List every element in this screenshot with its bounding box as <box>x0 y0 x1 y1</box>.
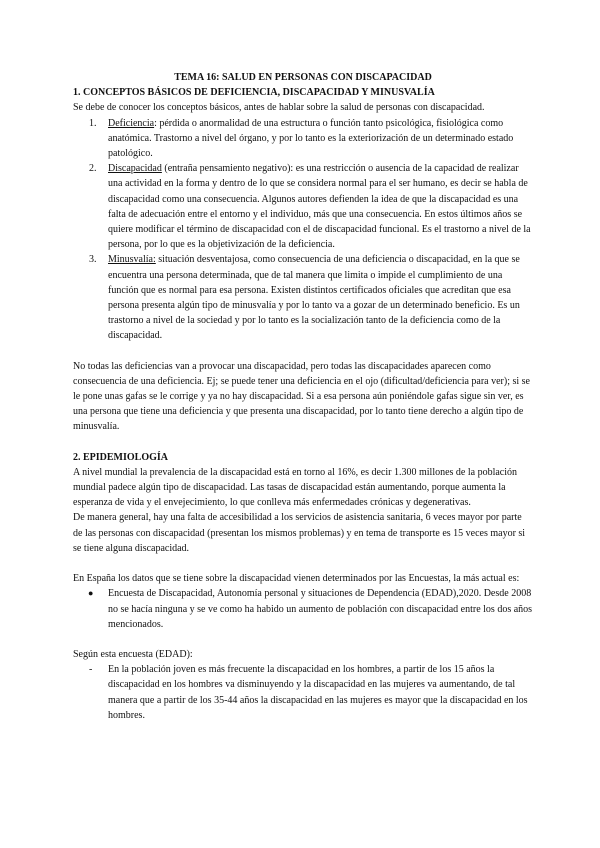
dash-text: En la población joven es más frecuente la discapacidad en los hombres, a partir de los 15 años la discapacidad en los hombres va disminuyendo y la discapacidad en las mujeres va aumentando, de tal manera que a partir de los 35-44 años la discapacidad en las mujeres es mayor que la discapacidad en los hombres. <box>108 664 528 721</box>
list-item <box>73 116 533 162</box>
epidemiology-para-2: De manera general, hay una falta de accesibilidad a los servicios de asistencia sanitaria, 6 veces mayor por parte de las personas con discapacidad (presentan los mismos problemas) y en tema de transporte es 15 veces mayor si se tiene alguna discapacidad. <box>73 512 526 554</box>
definition-text: (entraña pensamiento negativo): es una restricción o ausencia de la capacidad de realizar una actividad en la forma y dentro de lo que se considera normal para el ser humano, es decir se habla de discapacidad como una consecuencia. Algunos autores defienden la idea de que la discapacidad es una falta de adecuación entre el entorno y el individuo, más que una consecuencia. En estos últimos años se quiere modificar el término de discapacidad con el de discapacidad funcional. Es el trastorno a nivel de la persona, por lo que es la objetivización de la deficiencia. <box>108 163 531 251</box>
list-item <box>73 252 533 343</box>
survey-list <box>73 586 533 632</box>
findings-list <box>73 662 533 723</box>
bullet-icon: ● <box>88 588 94 599</box>
dash-icon: - <box>89 664 93 676</box>
document-title: TEMA 16: SALUD EN PERSONAS CON DISCAPACIDAD <box>174 72 432 83</box>
term-deficiencia: Deficiencia <box>108 117 155 129</box>
definition-text: : pérdida o anormalidad de una estructura o función tanto psicológica, fisiológica como anatómica. Trastorno a nivel del órgano, y por lo tanto es la exteriorización de un determinado estado patológico. <box>108 117 514 160</box>
list-item <box>73 161 533 252</box>
definition-text: situación desventajosa, como consecuencia de una deficiencia o discapacidad, en la que se encuentra una persona determinada, que de tal manera que limita o impide el cumplimiento de una función que es normal para esa persona. Existen distintos certificados oficiales que acreditan que esa persona presenta algún tipo de minusvalía y por lo tanto va a gozar de un determinado beneficio. Es un trastorno a nivel de la sociedad y por lo tanto es la socialización tanto de la deficiencia como de la discapacidad. <box>108 254 520 342</box>
list-item <box>73 662 533 723</box>
term-minusvalia: Minusvalía: <box>108 254 156 266</box>
section1-closing: No todas las deficiencias van a provocar una discapacidad, pero todas las discapacidades aparecen como consecuencia de una deficiencia. Ej; se puede tener una deficiencia en el ojo (dificultad/deficiencia para ver); si se le pone unas gafas se le corrige y ya no hay discapacidad. Si a esa persona aún poniéndole gafas sigue sin ver, es una persona que tiene una deficiencia y que presenta una discapacidad, por lo tanto tiene derecho a algún tipo de minusvalía. <box>73 360 530 433</box>
epidemiology-para-3: En España los datos que se tiene sobre la discapacidad vienen determinados por las Encuestas, la más actual es: <box>73 573 520 585</box>
list-number: 2. <box>89 163 97 175</box>
epidemiology-para-1: A nivel mundial la prevalencia de la discapacidad está en torno al 16%, es decir 1.300 millones de la población mundial padece algún tipo de discapacidad. Las tasas de discapacidad están aumentando, porque aumenta la esperanza de vida y el envejecimiento, lo que conlleva más enfermedades crónicas y degenerativas. <box>73 466 518 509</box>
list-item <box>73 586 533 632</box>
list-number: 1. <box>89 117 97 129</box>
epidemiology-para-4: Según esta encuesta (EDAD): <box>73 648 193 660</box>
section-heading-2: 2. EPIDEMIOLOGÍA <box>73 451 169 463</box>
definitions-list <box>73 116 533 344</box>
section-heading-1: 1. CONCEPTOS BÁSICOS DE DEFICIENCIA, DISCAPACIDAD Y MINUSVALÍA <box>73 87 435 99</box>
list-number: 3. <box>89 254 97 266</box>
section1-intro: Se debe de conocer los conceptos básicos, antes de hablar sobre la salud de personas con discapacidad. <box>73 102 485 114</box>
document-page <box>73 70 533 723</box>
term-discapacidad: Discapacidad <box>108 163 162 175</box>
bullet-text: Encuesta de Discapacidad, Autonomía personal y situaciones de Dependencia (EDAD),2020. Desde 2008 no se hacía ninguna y se ve como ha habido un aumento de población con discapacidad entre los dos años mencionados. <box>108 588 533 630</box>
